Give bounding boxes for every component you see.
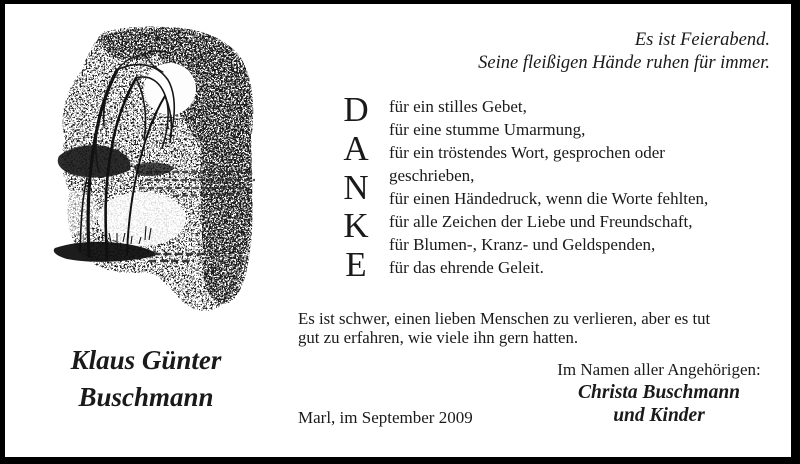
clearing-shape	[98, 192, 186, 246]
light-gap	[58, 190, 98, 234]
closing-paragraph	[298, 309, 710, 347]
danke-line: für ein tröstendes Wort, gesprochen oder	[389, 143, 665, 162]
epigraph	[478, 29, 770, 75]
on-behalf-label: Im Namen aller Angehörigen:	[557, 360, 761, 379]
family-name-line-1: Christa Buschmann	[577, 382, 741, 403]
danke-line: für das ehrende Geleit.	[389, 258, 544, 277]
closing-line-2: gut zu erfahren, wie viele ihn gern hatten.	[298, 328, 579, 347]
deceased-name-line-1: Klaus Günter	[70, 345, 222, 375]
danke-letter-n: N	[343, 167, 369, 207]
danke-line: für eine stumme Umarmung,	[389, 120, 586, 139]
epigraph-line-1: Es ist Feierabend.	[634, 30, 770, 50]
epigraph-line-2: Seine fleißigen Hände ruhen für immer.	[478, 53, 770, 73]
danke-lines	[389, 92, 708, 279]
deceased-name	[29, 342, 263, 416]
danke-letter-e: E	[345, 245, 367, 284]
deceased-name-line-2: Buschmann	[78, 382, 214, 412]
danke-letter-k: K	[343, 206, 369, 246]
danke-acrostic	[338, 92, 708, 282]
danke-letter-d: D	[343, 90, 369, 129]
danke-letter-a: A	[343, 128, 369, 168]
danke-line: für Blumen-, Kranz- und Geldspenden,	[389, 235, 656, 254]
danke-line: geschrieben,	[389, 166, 475, 185]
family-signature-block	[543, 358, 775, 427]
danke-line: für alle Zeichen der Liebe und Freundschaft,	[389, 212, 693, 231]
place-date: Marl, im September 2009	[298, 408, 473, 427]
moon-shape	[144, 63, 196, 115]
danke-letters	[338, 92, 374, 282]
danke-line: für ein stilles Gebet,	[389, 97, 527, 116]
danke-line: für einen Händedruck, wenn die Worte fehlten,	[389, 189, 709, 208]
closing-line-1: Es ist schwer, einen lieben Menschen zu verlieren, aber es tut	[298, 309, 711, 328]
family-name-line-2: und Kinder	[613, 404, 705, 426]
tree-sketch-image	[53, 26, 261, 314]
